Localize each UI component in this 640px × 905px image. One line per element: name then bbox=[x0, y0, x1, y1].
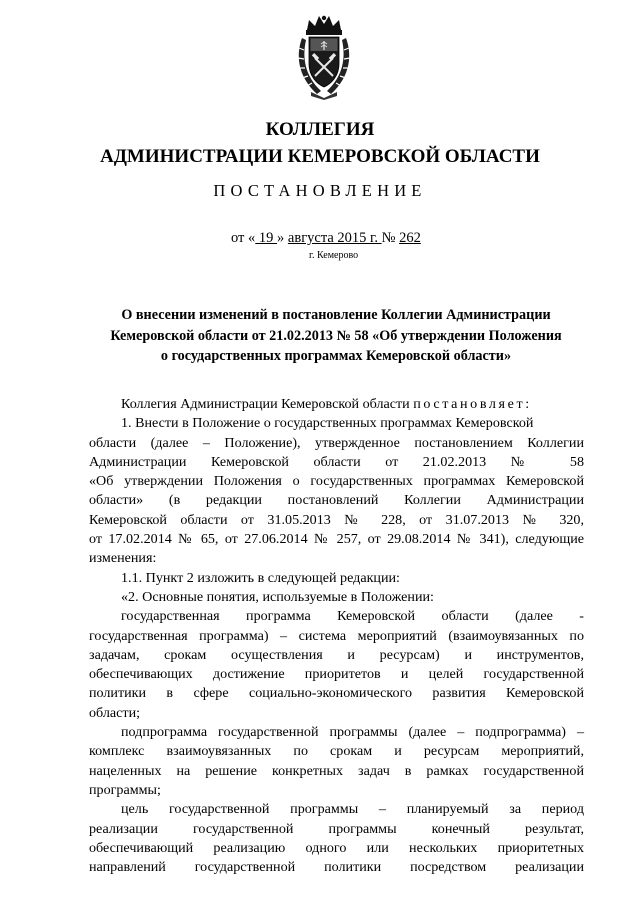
body-line: политики в сфере социально-экономического развития Кемеровской bbox=[89, 685, 584, 702]
body-line: области» (в редакции постановлений Коллегии Администрации bbox=[89, 492, 584, 509]
body-line: государственная программа) – система мероприятий (взаимоувязанных по bbox=[89, 627, 584, 644]
body-line: 1. Внести в Положение о государственных программах Кемеровской bbox=[121, 415, 534, 432]
number-sign: № bbox=[381, 230, 400, 246]
body-line: области (далее – Положение), утвержденное постановлением Коллегии bbox=[89, 434, 584, 451]
date-mid: » bbox=[277, 230, 288, 246]
body-line: комплекс взаимоувязанных по срокам и ресурсам мероприятий, bbox=[89, 743, 584, 760]
body-line: от 17.02.2014 № 65, от 27.06.2014 № 257, от 29.08.2014 № 341), следующие bbox=[89, 531, 584, 548]
body-line: области; bbox=[89, 704, 141, 721]
title-line: Кемеровской области от 21.02.2013 № 58 «Об утверждении Положения bbox=[110, 327, 562, 344]
body-line: изменения: bbox=[89, 550, 157, 567]
body-line: 1.1. Пункт 2 изложить в следующей редакции: bbox=[121, 569, 400, 586]
body-line: подпрограмма государственной программы (далее – подпрограмма) – bbox=[121, 724, 584, 741]
city-label: г. Кемерово bbox=[309, 250, 359, 261]
preamble-keyword: постановляет: bbox=[413, 396, 532, 412]
date-day: 19 bbox=[255, 230, 278, 246]
body-line: программы; bbox=[89, 781, 161, 798]
org-name-line2: АДМИНИСТРАЦИИ КЕМЕРОВСКОЙ ОБЛАСТИ bbox=[100, 146, 540, 167]
document-number: 262 bbox=[399, 230, 421, 246]
body-line: обеспечивающих достижение приоритетов и целей государственной bbox=[89, 666, 584, 683]
document-type: ПОСТАНОВЛЕНИЕ bbox=[213, 181, 427, 200]
preamble-text: Коллегия Администрации Кемеровской области bbox=[121, 396, 410, 412]
date-prefix: от « bbox=[231, 230, 256, 246]
body-line: государственная программа Кемеровской области (далее - bbox=[121, 608, 584, 625]
body-line: Кемеровской области от 31.05.2013 № 228, от 31.07.2013 № 320, bbox=[89, 511, 584, 528]
body-line: задачам, срокам осуществления и ресурсам) и инструментов, bbox=[89, 646, 584, 663]
body-line: нацеленных на решение конкретных задач в рамках государственной bbox=[89, 762, 584, 779]
body-line: «2. Основные понятия, используемые в Положении: bbox=[121, 588, 434, 605]
coat-of-arms-emblem bbox=[293, 14, 355, 100]
document-title bbox=[88, 305, 584, 367]
body-line: Администрации Кемеровской области от 21.02.2013 № 58 bbox=[89, 453, 584, 470]
title-line: о государственных программах Кемеровской области» bbox=[160, 348, 512, 364]
body-line: обеспечивающий реализацию одного или нескольких приоритетных bbox=[89, 839, 584, 856]
document-body bbox=[89, 395, 584, 877]
body-line bbox=[89, 395, 584, 414]
title-line: О внесении изменений в постановление Коллегии Администрации bbox=[121, 307, 551, 323]
body-line: направлений государственной политики посредством реализации bbox=[89, 859, 584, 876]
body-line: цель государственной программы – планируемый за период bbox=[121, 801, 584, 818]
date-number-line bbox=[231, 230, 421, 247]
body-line: «Об утверждении Положения о государственных программах Кемеровской bbox=[89, 473, 584, 490]
org-name-line1: КОЛЛЕГИЯ bbox=[265, 119, 375, 140]
body-line: реализации государственной программы конечный результат, bbox=[89, 820, 584, 837]
date-month-year: августа 2015 г. bbox=[287, 230, 382, 246]
